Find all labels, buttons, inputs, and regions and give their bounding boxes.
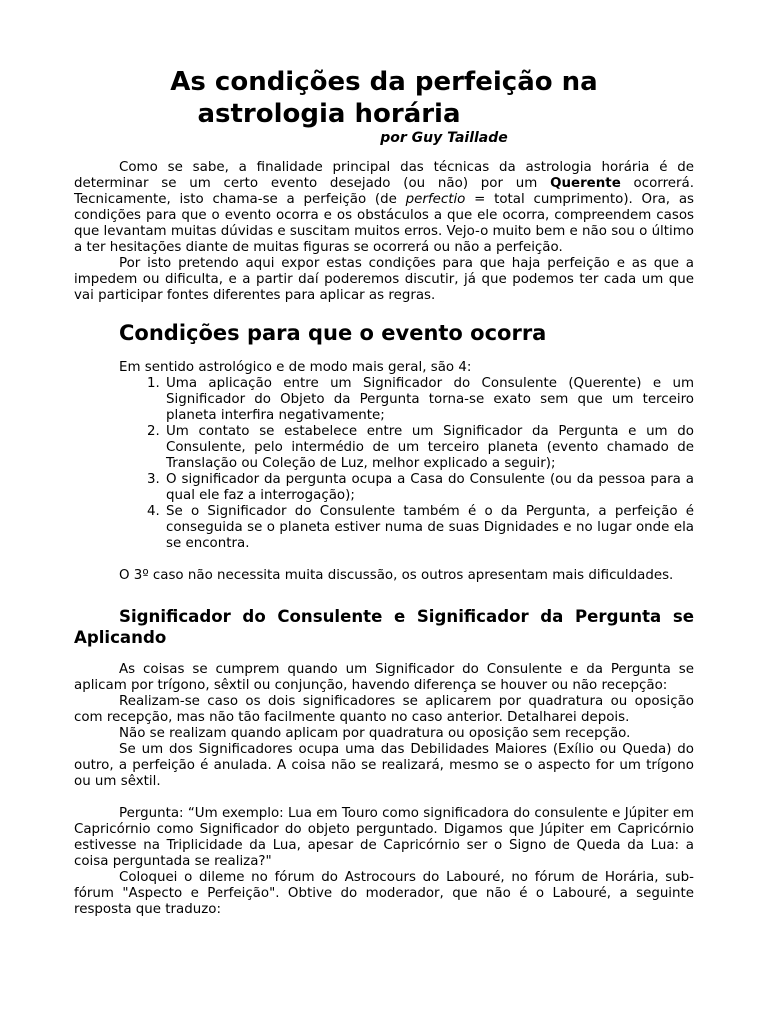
author-byline: por Guy Taillade xyxy=(380,130,508,146)
intro-text-b: ocorrerá. Tecnicamente, isto chama-se a perfeição (de xyxy=(74,176,694,207)
conditions-list xyxy=(74,376,694,552)
section-2-heading: Significador do Consulente e Significador da Pergunta se Aplicando xyxy=(74,607,694,647)
section-2-paragraph: Não se realizam quando aplicam por quadratura ou oposição sem recepção. xyxy=(119,726,631,741)
intro-paragraph-2: Por isto pretendo aqui expor estas condições para que haja perfeição e as que a impedem ou dificulta, e a partir daí poderemos discutir, já que podemos ter cada um que vai participar fontes diferentes para aplicar as regras. xyxy=(74,256,694,303)
section-1-heading: Condições para que o evento ocorra xyxy=(119,321,547,345)
list-item: 4. Se o Significador do Consulente também é o da Pergunta, a perfeição é conseguida se o planeta estiver numa de suas Dignidades e no lugar onde ela se encontra. xyxy=(164,504,694,552)
section-2-paragraph: Se um dos Significadores ocupa uma das Debilidades Maiores (Exílio ou Queda) do outro, a perfeição é anulada. A coisa não se realizará, mesmo se o aspecto for um trígono ou um sêxtil. xyxy=(74,742,694,789)
document-page xyxy=(74,66,694,918)
question-paragraph: Pergunta: “Um exemplo: Lua em Touro como significadora do consulente e Júpiter em Capricórnio como Significador do objeto perguntado. Digamos que Júpiter em Capricórnio estivesse na Triplicidade da Lua, apesar de Capricórnio ser o Signo de Queda da Lua: a coisa perguntada se realiza?" xyxy=(74,806,694,869)
intro-italic-term: perfectio xyxy=(405,192,466,207)
list-item: 3. O significador da pergunta ocupa a Casa do Consulente (ou da pessoa para a qual ele faz a interrogação); xyxy=(164,472,694,504)
document-title xyxy=(74,66,694,130)
title-line-1: As condições da perfeição na xyxy=(170,67,598,97)
title-line-2: astrologia horária xyxy=(197,99,461,129)
intro-paragraph-1 xyxy=(74,160,694,256)
section-1-note: O 3º caso não necessita muita discussão, os outros apresentam mais dificuldades. xyxy=(119,568,674,583)
section-2-paragraph: Realizam-se caso os dois significadores se aplicarem por quadratura ou oposição com recepção, mas não tão facilmente quanto no caso anterior. Detalharei depois. xyxy=(74,694,694,725)
intro-text-a: Como se sabe, a finalidade principal das técnicas da astrologia horária é de determinar se um certo evento desejado (ou não) por um xyxy=(74,160,694,191)
forum-paragraph: Coloquei o dileme no fórum do Astrocours do Labouré, no fórum de Horária, sub-fórum "Aspecto e Perfeição". Obtive do moderador, que não é o Labouré, a seguinte resposta que traduzo: xyxy=(74,870,694,917)
section-1-lead: Em sentido astrológico e de modo mais geral, são 4: xyxy=(119,360,472,375)
list-item: 1. Uma aplicação entre um Significador do Consulente (Querente) e um Significador do Objeto da Pergunta torna-se exato sem que um terceiro planeta interfira negativamente; xyxy=(164,376,694,424)
intro-text-c: = total cumprimento). Ora, as condições para que o evento ocorra e os obstáculos a que ele ocorra, compreendem casos que levantam muitas dúvidas e suscitam muitos erros. Vejo-o muito bem e não sou o último a ter hesitações diante de muitas figuras se ocorrerá ou não a perfeição. xyxy=(74,192,694,255)
intro-bold-term: Querente xyxy=(550,176,621,191)
section-2-paragraph: As coisas se cumprem quando um Significador do Consulente e da Pergunta se aplicam por trígono, sêxtil ou conjunção, havendo diferença se houver ou não recepção: xyxy=(74,662,694,693)
list-item: 2. Um contato se estabelece entre um Significador da Pergunta e um do Consulente, pelo intermédio de um terceiro planeta (evento chamado de Translação ou Coleção de Luz, melhor explicado a seguir); xyxy=(164,424,694,472)
